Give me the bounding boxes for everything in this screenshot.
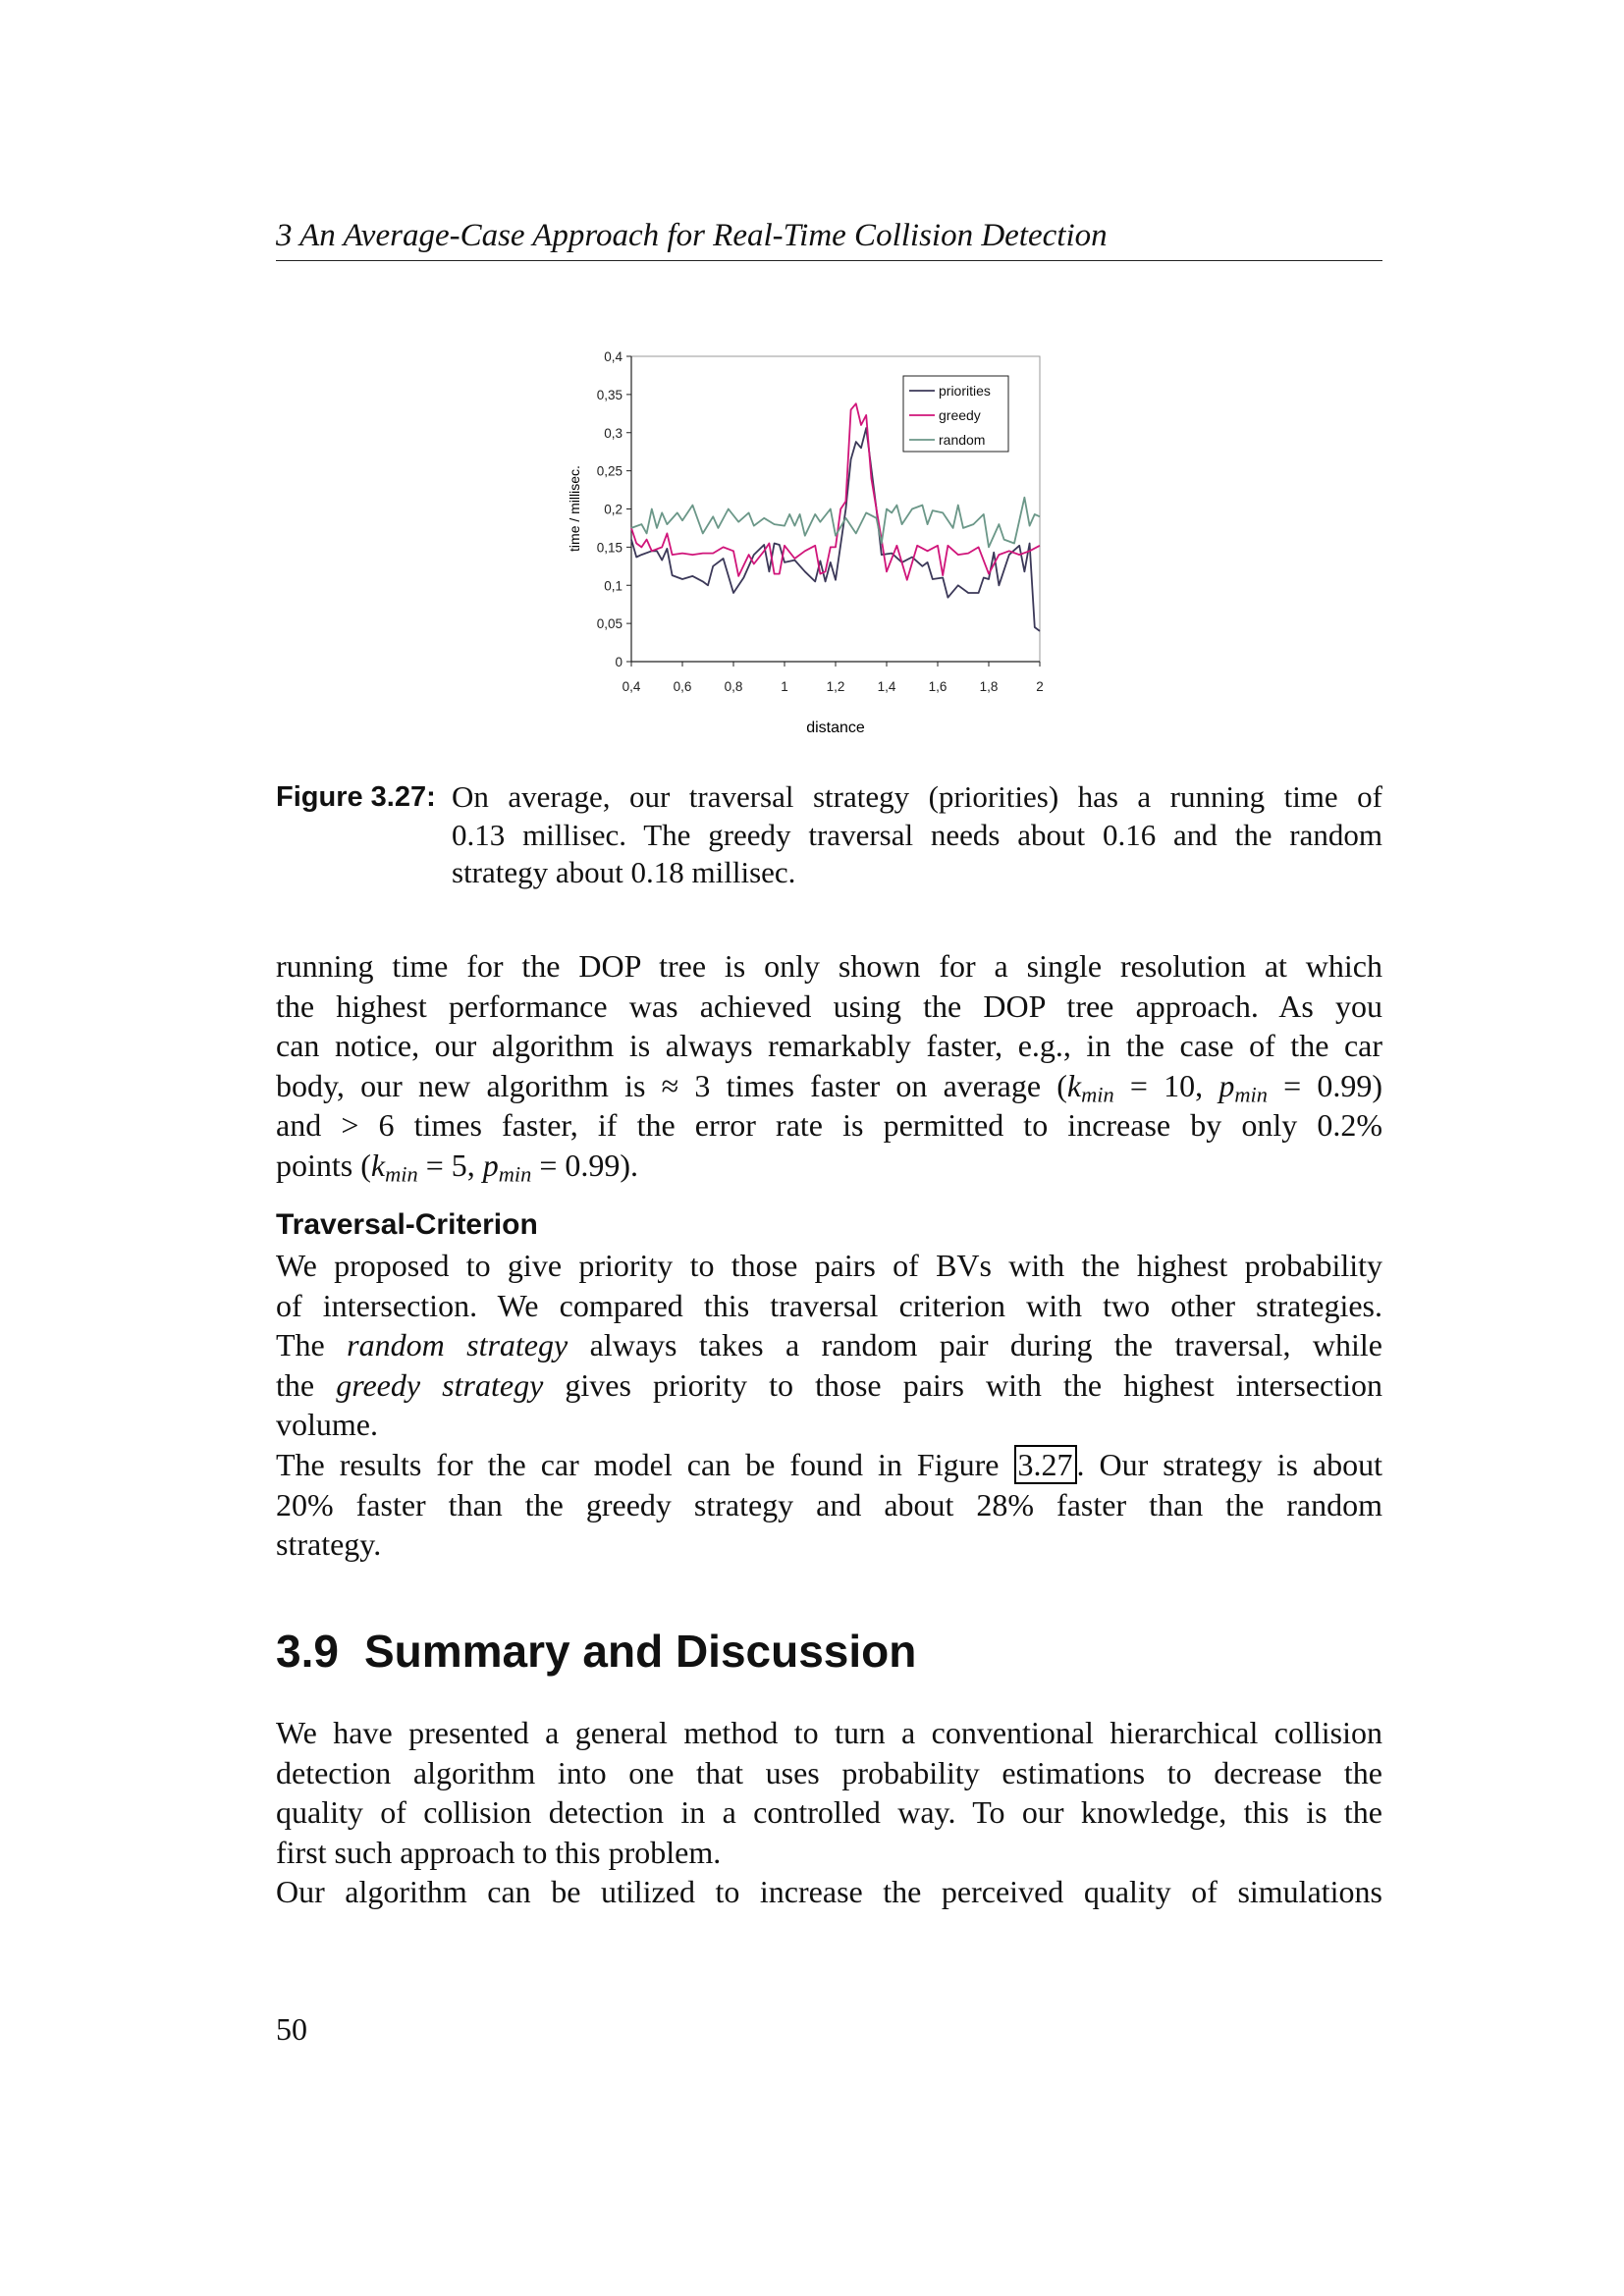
text-line <box>276 946 1382 987</box>
text-line <box>276 1485 1382 1525</box>
y-tick-label: 0,4 <box>604 349 623 364</box>
chart-legend <box>903 376 1008 452</box>
section-number: 3.9 <box>276 1626 339 1677</box>
text-segment: min <box>498 1161 532 1187</box>
text-line <box>276 1325 1382 1365</box>
y-tick-label: 0 <box>615 655 623 669</box>
x-tick-label: 1,6 <box>928 679 947 694</box>
y-tick-label: 0,2 <box>604 502 623 517</box>
text-segment: greedy strategy <box>336 1366 544 1403</box>
paragraph-dop-results <box>276 946 1382 1186</box>
text-line <box>276 1026 1382 1066</box>
figure-caption-label: Figure 3.27: <box>276 781 436 813</box>
text-line <box>276 1405 1382 1445</box>
y-axis-label: time / millisec. <box>567 465 582 552</box>
x-tick-label: 0,6 <box>673 679 692 694</box>
text-segment: always takes a random pair during the traversal, while <box>568 1327 1383 1363</box>
section-heading <box>276 1622 916 1681</box>
running-header: 3 An Average-Case Approach for Real-Time Collision Detection <box>276 218 1108 253</box>
text-segment: quality of collision detection in a controlled way. To our knowledge, this is the <box>276 1794 1382 1831</box>
text-segment: running time for the DOP tree is only shown for a single resolution at which <box>276 948 1382 984</box>
text-segment: random strategy <box>347 1327 568 1363</box>
x-tick-label: 1 <box>781 679 788 694</box>
x-tick-label: 0,4 <box>622 679 641 694</box>
text-segment: = 0.99). <box>531 1147 639 1183</box>
text-line <box>276 1792 1382 1833</box>
text-segment: volume. <box>276 1407 378 1443</box>
text-segment: k <box>1066 1067 1082 1103</box>
text-segment: of intersection. We compared this traversal criterion with two other strategies. <box>276 1287 1382 1323</box>
text-line <box>276 1246 1382 1286</box>
text-segment: detection algorithm into one that uses probability estimations to decrease the <box>276 1754 1382 1790</box>
text-segment: We proposed to give priority to those pairs of BVs with the highest probability <box>276 1248 1382 1283</box>
legend-label-priorities: priorities <box>939 383 991 399</box>
text-segment: body, our new algorithm is ≈ 3 times faster on average ( <box>276 1067 1067 1103</box>
text-segment: points ( <box>276 1147 371 1183</box>
text-line <box>276 1833 1382 1873</box>
caption-line: 0.13 millisec. The greedy traversal needs about 0.16 and the random <box>452 817 1382 852</box>
text-line <box>276 1753 1382 1793</box>
x-axis-label: distance <box>806 720 865 736</box>
text-segment: p <box>482 1147 499 1183</box>
x-tick-label: 1,8 <box>979 679 999 694</box>
text-segment: gives priority to those pairs with the highest intersection <box>543 1366 1383 1403</box>
text-segment: = 5, <box>417 1147 483 1183</box>
subheading-traversal-criterion: Traversal-Criterion <box>276 1208 538 1241</box>
text-line <box>276 1066 1382 1106</box>
text-segment: the highest performance was achieved using the DOP tree approach. As you <box>276 988 1382 1024</box>
paragraph-summary <box>276 1713 1382 1912</box>
header-rule <box>276 260 1382 261</box>
caption-line: On average, our traversal strategy (priorities) has a running time of <box>452 779 1382 814</box>
text-line <box>276 1146 1382 1186</box>
y-tick-label: 0,25 <box>596 463 623 479</box>
caption-line: strategy about 0.18 millisec. <box>452 855 796 889</box>
text-line <box>276 987 1382 1027</box>
text-segment: = 10, <box>1113 1067 1219 1103</box>
text-segment: min <box>1234 1082 1268 1107</box>
text-segment: the <box>276 1366 337 1403</box>
text-segment: Our algorithm can be utilized to increase the perceived quality of simulations <box>276 1874 1382 1910</box>
text-segment: strategy. <box>276 1526 382 1563</box>
y-tick-label: 0,3 <box>604 425 623 441</box>
text-segment: k <box>370 1147 386 1183</box>
x-tick-label: 0,8 <box>724 679 743 694</box>
text-line <box>276 1365 1382 1406</box>
text-segment: min <box>1081 1082 1114 1107</box>
text-segment: = 0.99) <box>1267 1067 1383 1103</box>
y-tick-label: 0,1 <box>604 578 623 594</box>
text-line <box>276 1105 1382 1146</box>
y-tick-label: 0,05 <box>596 616 623 632</box>
text-segment: first such approach to this problem. <box>276 1834 722 1870</box>
text-segment: The results for the car model can be found in Figure <box>276 1446 1014 1482</box>
series-line-random <box>631 498 1040 548</box>
legend-label-greedy: greedy <box>939 407 981 423</box>
text-segment: and > 6 times faster, if the error rate is permitted to increase by only 0.2% <box>276 1107 1382 1144</box>
page-number: 50 <box>276 2011 307 2047</box>
text-segment: 20% faster than the greedy strategy and about 28% faster than the random <box>276 1486 1382 1522</box>
text-segment: min <box>385 1161 418 1187</box>
x-tick-label: 2 <box>1036 679 1044 694</box>
paragraph-traversal-criterion <box>276 1246 1382 1565</box>
text-line <box>276 1445 1382 1485</box>
legend-label-random: random <box>939 432 986 448</box>
text-segment: The <box>276 1327 348 1363</box>
text-segment: . Our strategy is about <box>1076 1446 1383 1482</box>
text-line <box>276 1872 1382 1912</box>
text-line <box>276 1524 1382 1565</box>
text-line <box>276 1286 1382 1326</box>
figure-caption <box>452 778 1382 892</box>
figure-3-27-chart <box>550 334 1100 746</box>
series-line-priorities <box>631 428 1040 631</box>
text-segment: p <box>1218 1067 1235 1103</box>
x-tick-label: 1,4 <box>877 679 896 694</box>
figure-reference-link[interactable]: 3.27 <box>1014 1445 1077 1484</box>
text-line <box>276 1713 1382 1753</box>
text-segment: We have presented a general method to turn a conventional hierarchical collision <box>276 1715 1382 1750</box>
section-title: Summary and Discussion <box>363 1626 917 1677</box>
y-tick-label: 0,15 <box>596 540 623 556</box>
x-tick-label: 1,2 <box>826 679 845 694</box>
text-segment: can notice, our algorithm is always remarkably faster, e.g., in the case of the car <box>276 1028 1382 1064</box>
y-tick-label: 0,35 <box>596 387 623 402</box>
